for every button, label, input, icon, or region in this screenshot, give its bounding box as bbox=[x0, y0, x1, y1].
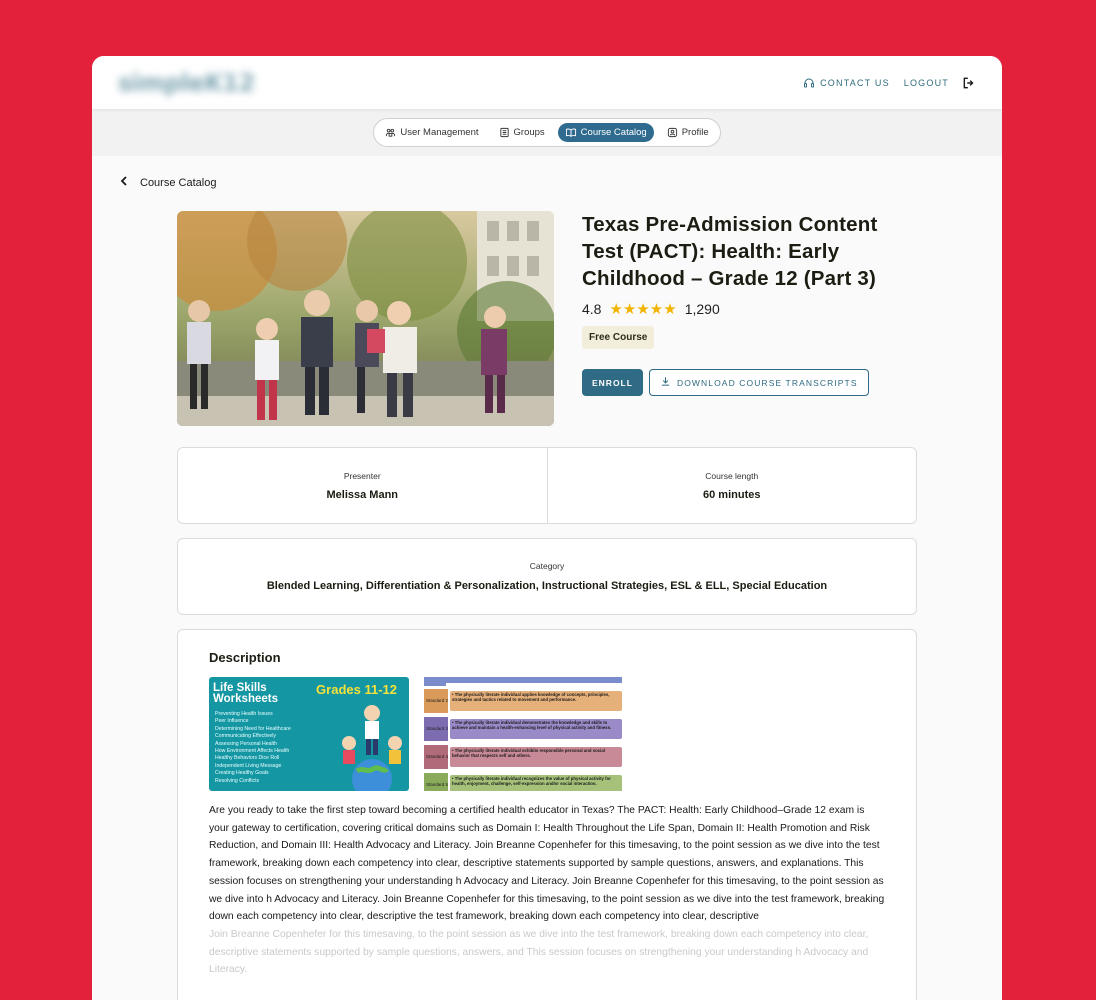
presenter-name: Melissa Mann bbox=[326, 488, 399, 501]
course-length-label: Course length bbox=[705, 470, 759, 481]
standard-text: • The physically literate individual demonstrates the knowledge and skills to achieve and maintain a health-enhancing level of physical activity and fitness. bbox=[452, 720, 612, 730]
nav-band bbox=[92, 109, 1002, 156]
nav-item-course-catalog[interactable] bbox=[558, 123, 654, 142]
star-rating-icon: ★★★★★ bbox=[609, 301, 677, 318]
standards-image bbox=[424, 677, 624, 791]
logo[interactable]: simpleK12 bbox=[118, 68, 255, 97]
download-icon bbox=[660, 376, 671, 389]
enroll-button[interactable]: ENROLL bbox=[582, 369, 643, 396]
main-nav bbox=[373, 118, 720, 147]
course-actions bbox=[582, 369, 912, 396]
category-card bbox=[177, 538, 917, 615]
top-actions bbox=[803, 76, 976, 90]
nav-label: Course Catalog bbox=[580, 127, 647, 138]
chevron-left-icon bbox=[120, 176, 128, 189]
worksheet-image bbox=[209, 677, 409, 791]
standard-label: Standard 5 bbox=[426, 782, 449, 787]
headset-icon bbox=[803, 77, 815, 89]
description-heading: Description bbox=[209, 650, 281, 665]
course-hero-image bbox=[177, 211, 554, 426]
book-icon bbox=[565, 127, 577, 138]
presenter-cell bbox=[178, 448, 547, 523]
description-images bbox=[209, 677, 885, 791]
description-faded-text: Join Breanne Copenhefer for this timesaving, to the point session as we dive into the test framework, breaking down each competency into clear, descriptive statements supported by sample questions, answers, and This session focuses on strengthening your understanding h Advocacy and Literacy. bbox=[209, 928, 869, 976]
nav-item-groups[interactable] bbox=[492, 123, 552, 142]
standard-text: • The physically literate individual recognizes the value of physical activity for health, enjoyment, challenge, self-expression and/or social interaction. bbox=[452, 776, 611, 786]
users-icon bbox=[385, 127, 396, 138]
nav-label: User Management bbox=[400, 127, 479, 138]
app-window bbox=[92, 56, 1002, 1000]
course-title: Texas Pre-Admission Content Test (PACT): Health: Early Childhood – Grade 12 (Part 3) bbox=[582, 213, 878, 290]
logout-label: LOGOUT bbox=[903, 77, 949, 88]
standard-label: Standard 4 bbox=[426, 754, 449, 759]
download-label: DOWNLOAD COURSE TRANSCRIPTS bbox=[676, 377, 858, 388]
description-text: Are you ready to take the first step toward becoming a certified health educator in Texas? The PACT: Health: Early Childhood–Grade 12 exam is your gateway to certification, covering critical domains such as Domain I: Health Throughout the Life Span, Domain II: Health Promotion and Risk Reduction, and Domain III: Health Advocacy and Literacy. Join Breanne Copenhefer for this timesaving, to the point session as we dive into the test framework, breaking down each competency into clear, descriptive statements supported by sample questions, answers, and explanations. This session focuses on strengthening your understanding h Advocacy and Literacy. Join Breanne Copenhefer for this timesaving, to the point session as we dive into h Advocacy and Literacy. Join Breanne Copenhefer for this timesaving, to the point session as we dive into the test framework, breaking down each competency into clear, descriptive the test framework, breaking down each competency into clear, descriptive bbox=[209, 805, 885, 923]
download-transcripts-button[interactable] bbox=[649, 369, 869, 396]
breadcrumb[interactable] bbox=[120, 176, 216, 189]
profile-icon bbox=[667, 127, 678, 138]
contact-us-link[interactable] bbox=[803, 77, 890, 89]
worksheet-list: Preventing Health Issues Peer Influence Determining Need for Healthcare Communicating Effectively Assessing Personal Health How Environment Affects Health Healthy Behaviors Dice Roll Independent Living Message Creating Healthy Goals Resolving Conflicts bbox=[215, 711, 291, 784]
description-card bbox=[177, 629, 917, 1000]
rating-row bbox=[582, 300, 912, 318]
list-icon bbox=[499, 127, 510, 138]
course-length-cell bbox=[547, 448, 917, 523]
top-bar bbox=[92, 56, 1002, 109]
logout-icon bbox=[962, 76, 976, 90]
standard-text: • The physically literate individual applies knowledge of concepts, principles, strategies and tactics related to movement and performance. bbox=[452, 692, 610, 702]
nav-item-user-management[interactable] bbox=[378, 123, 485, 142]
review-count: 1,290 bbox=[684, 301, 720, 317]
worksheet-title: Life Skills Worksheets bbox=[213, 682, 278, 705]
standard-label: Standard 2 bbox=[426, 698, 449, 703]
course-length-value: 60 minutes bbox=[703, 488, 761, 501]
course-header bbox=[582, 211, 912, 396]
category-value: Blended Learning, Differentiation & Personalization, Instructional Strategies, ESL & ELL, Special Education bbox=[266, 580, 828, 592]
rating-value: 4.8 bbox=[582, 301, 602, 317]
standard-text: • The physically literate individual exhibits responsible personal and social behavior that respects self and others. bbox=[452, 748, 605, 758]
presenter-label: Presenter bbox=[343, 470, 381, 481]
logout-link[interactable] bbox=[904, 76, 976, 90]
category-label: Category bbox=[529, 561, 565, 571]
breadcrumb-label: Course Catalog bbox=[140, 176, 217, 189]
kids-globe-icon bbox=[337, 699, 407, 791]
nav-label: Profile bbox=[681, 127, 709, 138]
price-badge: Free Course bbox=[582, 326, 654, 349]
course-info-card bbox=[177, 447, 917, 524]
main-content bbox=[92, 156, 1002, 1000]
standard-label: Standard 3 bbox=[426, 726, 449, 731]
worksheet-grades: Grades 11-12 bbox=[316, 682, 397, 697]
nav-item-profile[interactable] bbox=[660, 123, 716, 142]
nav-label: Groups bbox=[513, 127, 545, 138]
contact-us-label: CONTACT US bbox=[820, 77, 890, 88]
